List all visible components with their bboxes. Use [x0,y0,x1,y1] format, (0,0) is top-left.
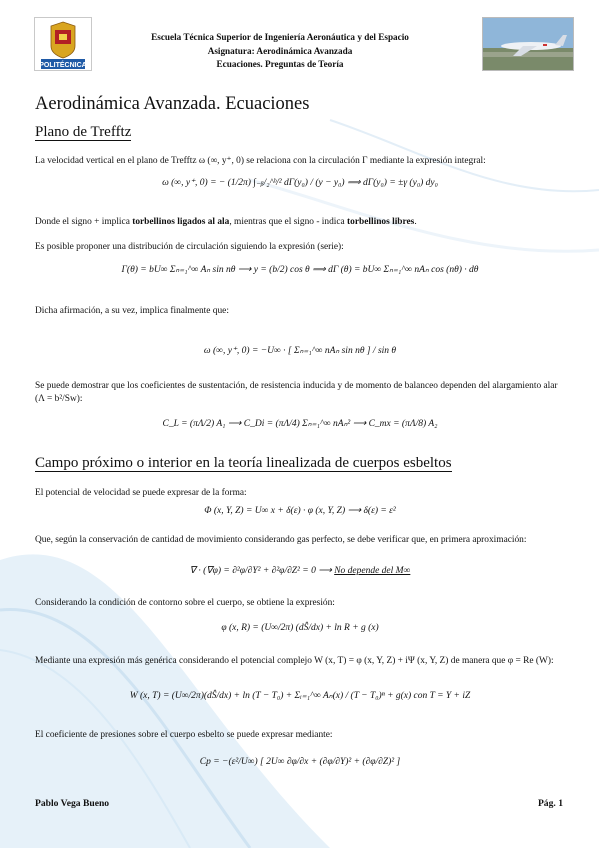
underlined-note: No depende del M∞ [334,566,411,576]
equation: ω (∞, y⁺, 0) = − (1/2π) ∫₋ᵦ/₂^ᵇ/² dΓ(y₀) / (y − y₀) ⟹ dΓ(y₀) = ±γ (y₀) dy₀ [162,178,438,188]
paragraph: Se puede demostrar que los coeficientes de sustentación, de resistencia inducida y de momento de balanceo dependen del alargamiento alar (Λ = b²/Sw): [35,381,558,404]
paragraph: La velocidad vertical en el plano de Trefftz ω (∞, y⁺, 0) se relaciona con la circulación Γ mediante la expresión integral: [35,156,486,166]
equation: C_L = (πΛ/2) A₁ ⟶ C_Di = (πΛ/4) Σₙ₌₁^∞ nAₙ² ⟶ C_mx = (πΛ/8) A₂ [162,419,438,429]
equation: Cp = −(ε²/U∞) [ 2U∞ ∂φ/∂x + (∂φ/∂Y)² + (∂φ/∂Z)² ] [199,757,401,767]
university-logo [34,17,92,71]
document-title: Aerodinámica Avanzada. Ecuaciones [35,94,310,114]
header-school: Escuela Técnica Superior de Ingeniería Aeronáutica y del Espacio [151,32,409,42]
section-heading-trefftz: Plano de Trefftz [35,124,132,140]
paragraph: Dicha afirmación, a su vez, implica finalmente que: [35,306,229,316]
paragraph: Es posible proponer una distribución de circulación siguiendo la expresión (serie): [35,242,344,252]
equation: ∇ · (∇φ) = ∂²φ/∂Y² + ∂²φ/∂Z² = 0 ⟶ No depende del M∞ [189,566,411,576]
paragraph: El potencial de velocidad se puede expresar de la forma: [35,488,247,498]
paragraph: Donde el signo + implica torbellinos ligados al ala, mientras que el signo - indica torbellinos libres. [35,217,417,227]
equation: W (x, T) = (U∞/2π)(dŜ/dx) + ln (T − T₀) + Σᵢ₌₁^∞ Aₙ(x) / (T − T₀)ⁿ + g(x) con T = Y + iZ [129,691,471,701]
equation: ω (∞, y⁺, 0) = −U∞ · [ Σₙ₌₁^∞ nAₙ sin nθ ] / sin θ [203,346,397,356]
paragraph: Considerando la condición de contorno sobre el cuerpo, se obtiene la expresión: [35,598,335,608]
aircraft-photo [482,17,574,71]
footer-page-number: Pág. 1 [537,798,563,809]
header [110,31,450,72]
paragraph: Mediante una expresión más genérica considerando el potencial complejo W (x, T) = φ (x, Y, Z) + iΨ (x, Y, Z) de manera que φ = Re (W): [35,656,554,666]
equation: Φ (x, Y, Z) = U∞ x + δ(ε) · φ (x, Y, Z) ⟶ δ(ε) = ε² [204,506,396,516]
header-subject: Asignatura: Aerodinámica Avanzada [207,45,353,56]
section-heading-slender-bodies: Campo próximo o interior en la teoría linealizada de cuerpos esbeltos [35,455,452,471]
logo-label: POLITÉCNICA [39,62,87,69]
header-topic: Ecuaciones. Preguntas de Teoría [216,59,344,69]
paragraph: El coeficiente de presiones sobre el cuerpo esbelto se puede expresar mediante: [35,730,333,740]
equation: φ (x, R) = (U∞/2π) (dŜ/dx) + ln R + g (x) [221,623,379,633]
footer-author: Pablo Vega Bueno [35,798,110,809]
equation: Γ(θ) = bU∞ Σₙ₌₁^∞ Aₙ sin nθ ⟶ y = (b/2) cos θ ⟹ dΓ (θ) = bU∞ Σₙ₌₁^∞ nAₙ cos (nθ) · dθ [121,265,479,275]
paragraph: Que, según la conservación de cantidad de movimiento considerando gas perfecto, se debe verificar que, en primera aproximación: [35,535,527,545]
